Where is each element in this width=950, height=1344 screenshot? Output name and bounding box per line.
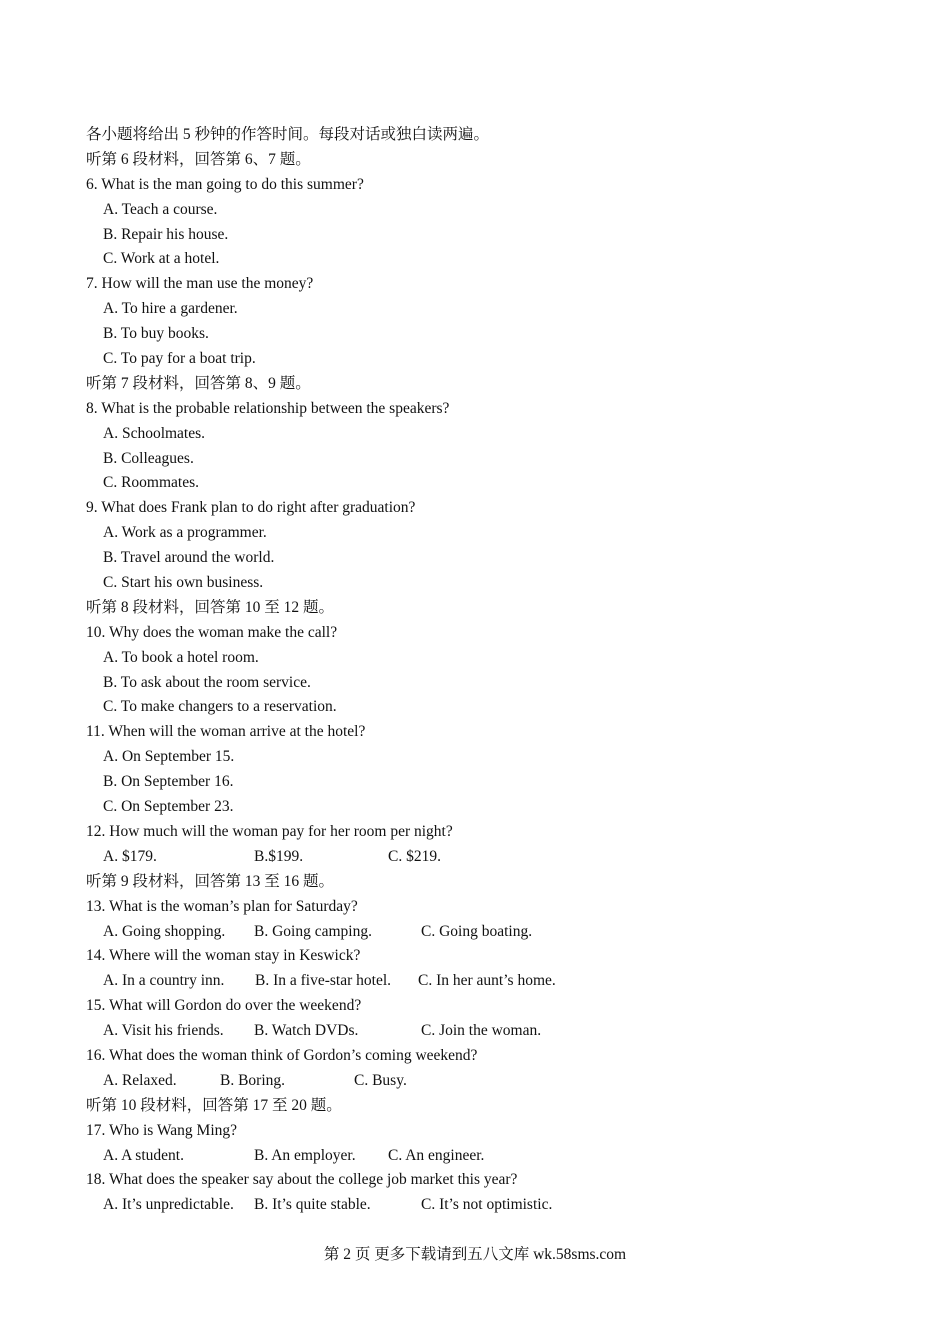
option: A. Relaxed. bbox=[103, 1071, 177, 1089]
option: B. To buy books. bbox=[103, 325, 209, 343]
question: 9. What does Frank plan to do right after graduation? bbox=[86, 499, 416, 517]
question: 12. How much will the woman pay for her room per night? bbox=[86, 822, 453, 840]
option: C. On September 23. bbox=[103, 798, 234, 816]
option: A. Schoolmates. bbox=[103, 424, 206, 442]
question: 8. What is the probable relationship between the speakers? bbox=[86, 399, 450, 417]
option-row bbox=[86, 920, 906, 945]
option: B. Travel around the world. bbox=[103, 549, 275, 567]
option: C. An engineer. bbox=[388, 1146, 485, 1164]
option: A. It’s unpredictable. bbox=[103, 1196, 234, 1214]
option: C. Busy. bbox=[354, 1071, 407, 1089]
option-row bbox=[86, 1069, 906, 1094]
option: B. Colleagues. bbox=[103, 449, 194, 467]
instruction-text: 各小题将给出 5 秒钟的作答时间。每段对话或独白读两遍。 bbox=[86, 126, 490, 143]
question: 18. What does the speaker say about the college job market this year? bbox=[86, 1171, 518, 1189]
option: C. Work at a hotel. bbox=[103, 250, 220, 268]
question: 13. What is the woman’s plan for Saturday? bbox=[86, 897, 358, 915]
option: B. In a five-star hotel. bbox=[255, 972, 392, 990]
option: A. Going shopping. bbox=[103, 922, 226, 940]
option: A. Visit his friends. bbox=[103, 1022, 224, 1040]
option: C. Start his own business. bbox=[103, 574, 264, 592]
option-row bbox=[86, 845, 906, 870]
option: C. To make changers to a reservation. bbox=[103, 698, 337, 716]
option: B. Repair his house. bbox=[103, 225, 229, 243]
option: B. Watch DVDs. bbox=[254, 1022, 359, 1040]
option: B. Going camping. bbox=[254, 922, 372, 940]
section-heading: 听第 7 段材料，回答第 8、9 题。 bbox=[86, 374, 311, 392]
option: B. An employer. bbox=[254, 1146, 356, 1164]
option: B. It’s quite stable. bbox=[254, 1196, 371, 1214]
section-heading: 听第 8 段材料，回答第 10 至 12 题。 bbox=[86, 598, 335, 616]
option: B. Boring. bbox=[220, 1071, 286, 1089]
option-row bbox=[86, 1144, 906, 1169]
option: C. It’s not optimistic. bbox=[421, 1196, 553, 1214]
section-heading: 听第 10 段材料，回答第 17 至 20 题。 bbox=[86, 1096, 342, 1114]
option: A. In a country inn. bbox=[103, 972, 225, 990]
option: B. To ask about the room service. bbox=[103, 673, 311, 691]
option: C. $219. bbox=[388, 847, 441, 865]
question: 14. Where will the woman stay in Keswick? bbox=[86, 947, 361, 965]
option-row bbox=[86, 1019, 906, 1044]
option: C. To pay for a boat trip. bbox=[103, 350, 256, 368]
option: A. To book a hotel room. bbox=[103, 648, 259, 666]
option: C. In her aunt’s home. bbox=[418, 972, 556, 990]
option: B. On September 16. bbox=[103, 773, 234, 791]
option: A. Work as a programmer. bbox=[103, 524, 267, 542]
option: A. $179. bbox=[103, 847, 157, 865]
option: C. Join the woman. bbox=[421, 1022, 542, 1040]
question: 11. When will the woman arrive at the hotel? bbox=[86, 723, 366, 741]
question: 10. Why does the woman make the call? bbox=[86, 623, 338, 641]
document-body bbox=[86, 123, 906, 1218]
question: 17. Who is Wang Ming? bbox=[86, 1121, 238, 1139]
page-footer: 第 2 页 更多下载请到五八文库 wk.58sms.com bbox=[323, 1246, 627, 1263]
option: A. To hire a gardener. bbox=[103, 300, 238, 318]
option-row bbox=[86, 1193, 906, 1218]
option: B.$199. bbox=[254, 847, 304, 865]
option: C. Going boating. bbox=[421, 922, 533, 940]
option: C. Roommates. bbox=[103, 474, 200, 492]
question: 6. What is the man going to do this summer? bbox=[86, 175, 364, 193]
question: 16. What does the woman think of Gordon’s coming weekend? bbox=[86, 1046, 478, 1064]
question: 7. How will the man use the money? bbox=[86, 275, 314, 293]
section-heading: 听第 6 段材料，回答第 6、7 题。 bbox=[86, 150, 311, 168]
option: A. Teach a course. bbox=[103, 200, 218, 218]
option: A. On September 15. bbox=[103, 748, 235, 766]
section-heading: 听第 9 段材料，回答第 13 至 16 题。 bbox=[86, 872, 335, 890]
option-row bbox=[86, 969, 906, 994]
question: 15. What will Gordon do over the weekend? bbox=[86, 997, 362, 1015]
option: A. A student. bbox=[103, 1146, 184, 1164]
